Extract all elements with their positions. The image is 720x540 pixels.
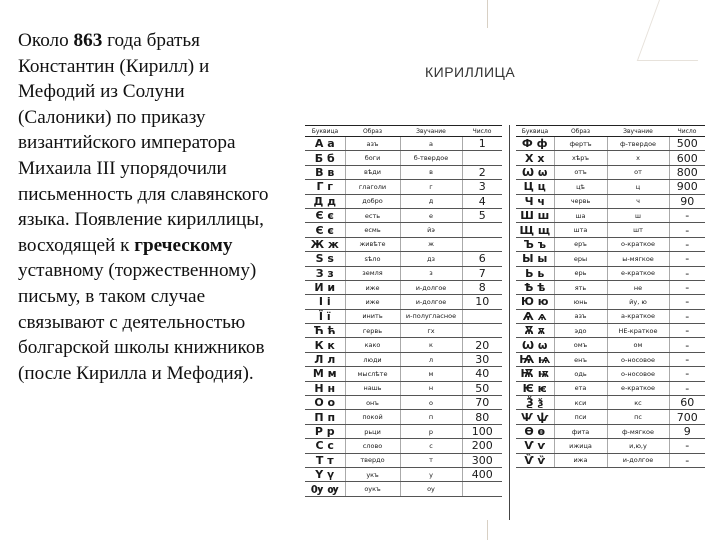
letter-cell: Ъ ъ [516,237,554,251]
name-cell: отъ [554,165,607,179]
table-row [305,439,502,453]
table-row [516,352,705,366]
sound-cell: шт [607,223,669,237]
sound-cell: ом [607,338,669,352]
letter-cell: Ю ю [516,295,554,309]
name-cell: онъ [345,396,400,410]
sound-cell: ц [607,180,669,194]
sound-cell: йу, ю [607,295,669,309]
letter-cell: Ф ф [516,137,554,151]
letter-cell: Х х [516,151,554,165]
letter-cell: М м [305,367,345,381]
letter-cell: Т т [305,453,345,467]
number-cell: 60 [669,396,705,410]
name-cell: фита [554,424,607,438]
letter-cell: Ћ ћ [305,324,345,338]
number-cell: 30 [462,352,502,366]
letter-cell: Ы ы [516,252,554,266]
letter-cell: Ѫ ѫ [516,324,554,338]
table-row [516,280,705,294]
table-row [305,266,502,280]
letter-cell: Ѡ ѡ [516,338,554,352]
number-cell: 2 [462,165,502,179]
sound-cell: к [400,338,462,352]
table-row [516,194,705,208]
letter-cell: Ѯ ѯ [516,396,554,410]
sound-cell: з [400,266,462,280]
sound-cell: д [400,194,462,208]
table-row [305,381,502,395]
table-row [516,439,705,453]
letter-cell: О о [305,396,345,410]
sound-cell: е [400,208,462,222]
header-number: Число [669,126,705,137]
letter-cell: Д д [305,194,345,208]
sound-cell: дз [400,252,462,266]
name-cell: цѣ [554,180,607,194]
header-number: Число [462,126,502,137]
number-cell: 20 [462,338,502,352]
sound-cell: не [607,280,669,294]
table-row [305,223,502,237]
number-cell [462,482,502,496]
table-row [305,280,502,294]
name-cell: есть [345,208,400,222]
number-cell [462,151,502,165]
letter-cell: Л л [305,352,345,366]
number-cell: 600 [669,151,705,165]
sound-cell: ж [400,237,462,251]
letter-cell: Ѩ ѩ [516,352,554,366]
table-header-row [305,126,502,137]
number-cell: 800 [669,165,705,179]
header-sound: Звучание [607,126,669,137]
name-cell: глаголи [345,180,400,194]
table-row [305,180,502,194]
letter-cell: Щ щ [516,223,554,237]
letter-cell: Ѭ ѭ [516,367,554,381]
sound-cell: от [607,165,669,179]
table-row [305,352,502,366]
sound-cell: в [400,165,462,179]
name-cell: омъ [554,338,607,352]
name-cell: живѣте [345,237,400,251]
table-row [305,410,502,424]
number-cell: 9 [669,424,705,438]
letter-cell: Є є [305,223,345,237]
name-cell: кси [554,396,607,410]
name-cell: инить [345,309,400,323]
sound-cell: ш [607,208,669,222]
table-row [305,165,502,179]
letter-cell: Ж ж [305,237,345,251]
name-cell: азъ [345,137,400,151]
table-row [516,266,705,280]
letter-cell: Ү ү [305,467,345,481]
number-cell: 500 [669,137,705,151]
number-cell: 90 [669,194,705,208]
table-row [516,252,705,266]
sound-cell: а-краткое [607,309,669,323]
table-row [305,338,502,352]
table-row [305,309,502,323]
number-cell: 6 [462,252,502,266]
number-cell [462,223,502,237]
letter-cell: Є є [305,208,345,222]
table-header-row [516,126,705,137]
sound-cell: ф-твердое [607,137,669,151]
sound-cell: о [400,396,462,410]
letter-cell: П п [305,410,345,424]
table-row [305,237,502,251]
letter-cell: З з [305,266,345,280]
name-cell: иже [345,295,400,309]
alphabet-table-left [305,125,502,520]
sound-cell: йэ [400,223,462,237]
sound-cell: и-полугласное [400,309,462,323]
number-cell: - [669,266,705,280]
table-row [516,180,705,194]
letter-cell: А а [305,137,345,151]
alphabet-table-right [516,125,705,520]
number-cell: 7 [462,266,502,280]
number-cell: - [669,252,705,266]
number-cell [462,309,502,323]
table-row [516,410,705,424]
table-row [305,295,502,309]
name-cell: пси [554,410,607,424]
sound-cell: и-долгое [400,295,462,309]
sound-cell: и-долгое [607,453,669,467]
name-cell: нашь [345,381,400,395]
header-letter: Буквица [516,126,554,137]
sound-cell: ы-мягкое [607,252,669,266]
letter-cell: Р р [305,424,345,438]
slide-heading: КИРИЛЛИЦА [425,64,516,80]
table-row [516,137,705,151]
sound-cell: гх [400,324,462,338]
letter-cell: Ш ш [516,208,554,222]
number-cell: 5 [462,208,502,222]
number-cell: 100 [462,424,502,438]
letter-cell: Ѣ ѣ [516,280,554,294]
name-cell: ижа [554,453,607,467]
name-cell: люди [345,352,400,366]
letter-cell: Ѕ ѕ [305,252,345,266]
sound-cell: л [400,352,462,366]
name-cell: боги [345,151,400,165]
name-cell: ерь [554,266,607,280]
table-row [516,424,705,438]
name-cell: мыслѣте [345,367,400,381]
table-row [305,252,502,266]
number-cell: - [669,338,705,352]
sound-cell: а [400,137,462,151]
number-cell: 900 [669,180,705,194]
number-cell: - [669,439,705,453]
letter-cell: Г г [305,180,345,194]
table-row [516,223,705,237]
letter-cell: С с [305,439,345,453]
sound-cell: с [400,439,462,453]
name-cell: фертъ [554,137,607,151]
sound-cell: е-краткое [607,381,669,395]
number-cell: 50 [462,381,502,395]
table-row [516,309,705,323]
letter-cell: Ї ї [305,309,345,323]
number-cell: 3 [462,180,502,194]
name-cell: твердо [345,453,400,467]
number-cell: 80 [462,410,502,424]
number-cell: - [669,352,705,366]
sound-cell: оу [400,482,462,496]
name-cell: укъ [345,467,400,481]
number-cell: 300 [462,453,502,467]
table-row [516,237,705,251]
sound-cell: б-твердое [400,151,462,165]
number-cell: - [669,295,705,309]
sound-cell: х [607,151,669,165]
number-cell: - [669,453,705,467]
table-row [516,165,705,179]
table-row [305,151,502,165]
table-row [516,324,705,338]
sound-cell: у [400,467,462,481]
number-cell: 400 [462,467,502,481]
table-row [516,396,705,410]
name-cell: ять [554,280,607,294]
letter-cell: Ѷ ѷ [516,453,554,467]
sound-cell: о-носовое [607,352,669,366]
letter-cell: І і [305,295,345,309]
year-highlight: 863 [73,30,103,51]
cyrillic-alphabet-table [305,125,705,520]
name-cell: иже [345,280,400,294]
name-cell: ша [554,208,607,222]
letter-cell: В в [305,165,345,179]
name-cell: ижица [554,439,607,453]
name-cell: земля [345,266,400,280]
number-cell: 10 [462,295,502,309]
sound-cell: о-краткое [607,237,669,251]
number-cell [462,324,502,338]
number-cell: - [669,324,705,338]
sound-cell: НЕ-краткое [607,324,669,338]
number-cell: - [669,381,705,395]
letter-cell: Б б [305,151,345,165]
body-paragraph: Около 863 года братья Константин (Кирилл) и Мефодий из Солуни (Салоники) по приказу византийского императора Михаила III упорядочили письменность для славянского языка. Появление кириллицы, восходящей к греческому уставному (торжественному) письму, в таком случае связывают с деятельностью болгарской школы книжников (после Кирилла и Мефодия). [18,30,269,384]
name-cell: еры [554,252,607,266]
sound-cell: пс [607,410,669,424]
number-cell: - [669,208,705,222]
name-cell: добро [345,194,400,208]
number-cell: 70 [462,396,502,410]
sound-cell: г [400,180,462,194]
corner-decoration [637,0,720,61]
header-sound: Звучание [400,126,462,137]
table-row [516,151,705,165]
table-row [305,367,502,381]
sound-cell: и-долгое [400,280,462,294]
sound-cell: н [400,381,462,395]
letter-cell: Н н [305,381,345,395]
name-cell: ѕѣло [345,252,400,266]
name-cell: юнь [554,295,607,309]
table-row [305,208,502,222]
letter-cell: К к [305,338,345,352]
number-cell: - [669,223,705,237]
table-row [516,208,705,222]
sound-cell: кс [607,396,669,410]
letter-cell: Ѡ ѡ [516,165,554,179]
table-row [305,396,502,410]
table-row [305,324,502,338]
divider-line [487,0,488,28]
sound-cell: ч [607,194,669,208]
name-cell: шта [554,223,607,237]
name-cell: покой [345,410,400,424]
number-cell: 40 [462,367,502,381]
sound-cell: и,ю,у [607,439,669,453]
letter-cell: Ѧ ѧ [516,309,554,323]
sound-cell: т [400,453,462,467]
letter-cell: Ѹ ѹ [305,482,345,496]
sound-cell: о-носовое [607,367,669,381]
table-divider [509,125,510,520]
letter-cell: Ѳ ѳ [516,424,554,438]
header-image: Образ [345,126,400,137]
table-row [516,295,705,309]
name-cell: како [345,338,400,352]
number-cell: - [669,309,705,323]
name-cell: есмь [345,223,400,237]
table-row [305,453,502,467]
letter-cell: Ѵ ѵ [516,439,554,453]
header-image: Образ [554,126,607,137]
table-row [516,453,705,467]
table-row [305,424,502,438]
name-cell: енъ [554,352,607,366]
name-cell: гервь [345,324,400,338]
sound-cell: е-краткое [607,266,669,280]
table-row [516,381,705,395]
name-cell: слово [345,439,400,453]
sound-cell: р [400,424,462,438]
table-row [305,467,502,481]
header-letter: Буквица [305,126,345,137]
letter-cell: Ь ь [516,266,554,280]
sound-cell: ф-мягкое [607,424,669,438]
name-cell: эдо [554,324,607,338]
table-row [305,137,502,151]
number-cell: 200 [462,439,502,453]
name-cell: червь [554,194,607,208]
number-cell: 1 [462,137,502,151]
number-cell: 8 [462,280,502,294]
table-row [516,338,705,352]
name-cell: оукъ [345,482,400,496]
greek-highlight: греческому [134,234,233,256]
number-cell: - [669,237,705,251]
number-cell: 700 [669,410,705,424]
name-cell: ета [554,381,607,395]
letter-cell: Ц ц [516,180,554,194]
name-cell: вѣди [345,165,400,179]
name-cell: азъ [554,309,607,323]
number-cell: - [669,280,705,294]
sound-cell: п [400,410,462,424]
number-cell: - [669,367,705,381]
table-row [305,482,502,496]
number-cell [462,237,502,251]
sound-cell: м [400,367,462,381]
name-cell: одь [554,367,607,381]
name-cell: хѣръ [554,151,607,165]
letter-cell: Ѱ ѱ [516,410,554,424]
letter-cell: Ѥ ѥ [516,381,554,395]
number-cell: 4 [462,194,502,208]
table-row [305,194,502,208]
letter-cell: И и [305,280,345,294]
name-cell: еръ [554,237,607,251]
table-row [516,367,705,381]
letter-cell: Ч ч [516,194,554,208]
name-cell: рьци [345,424,400,438]
